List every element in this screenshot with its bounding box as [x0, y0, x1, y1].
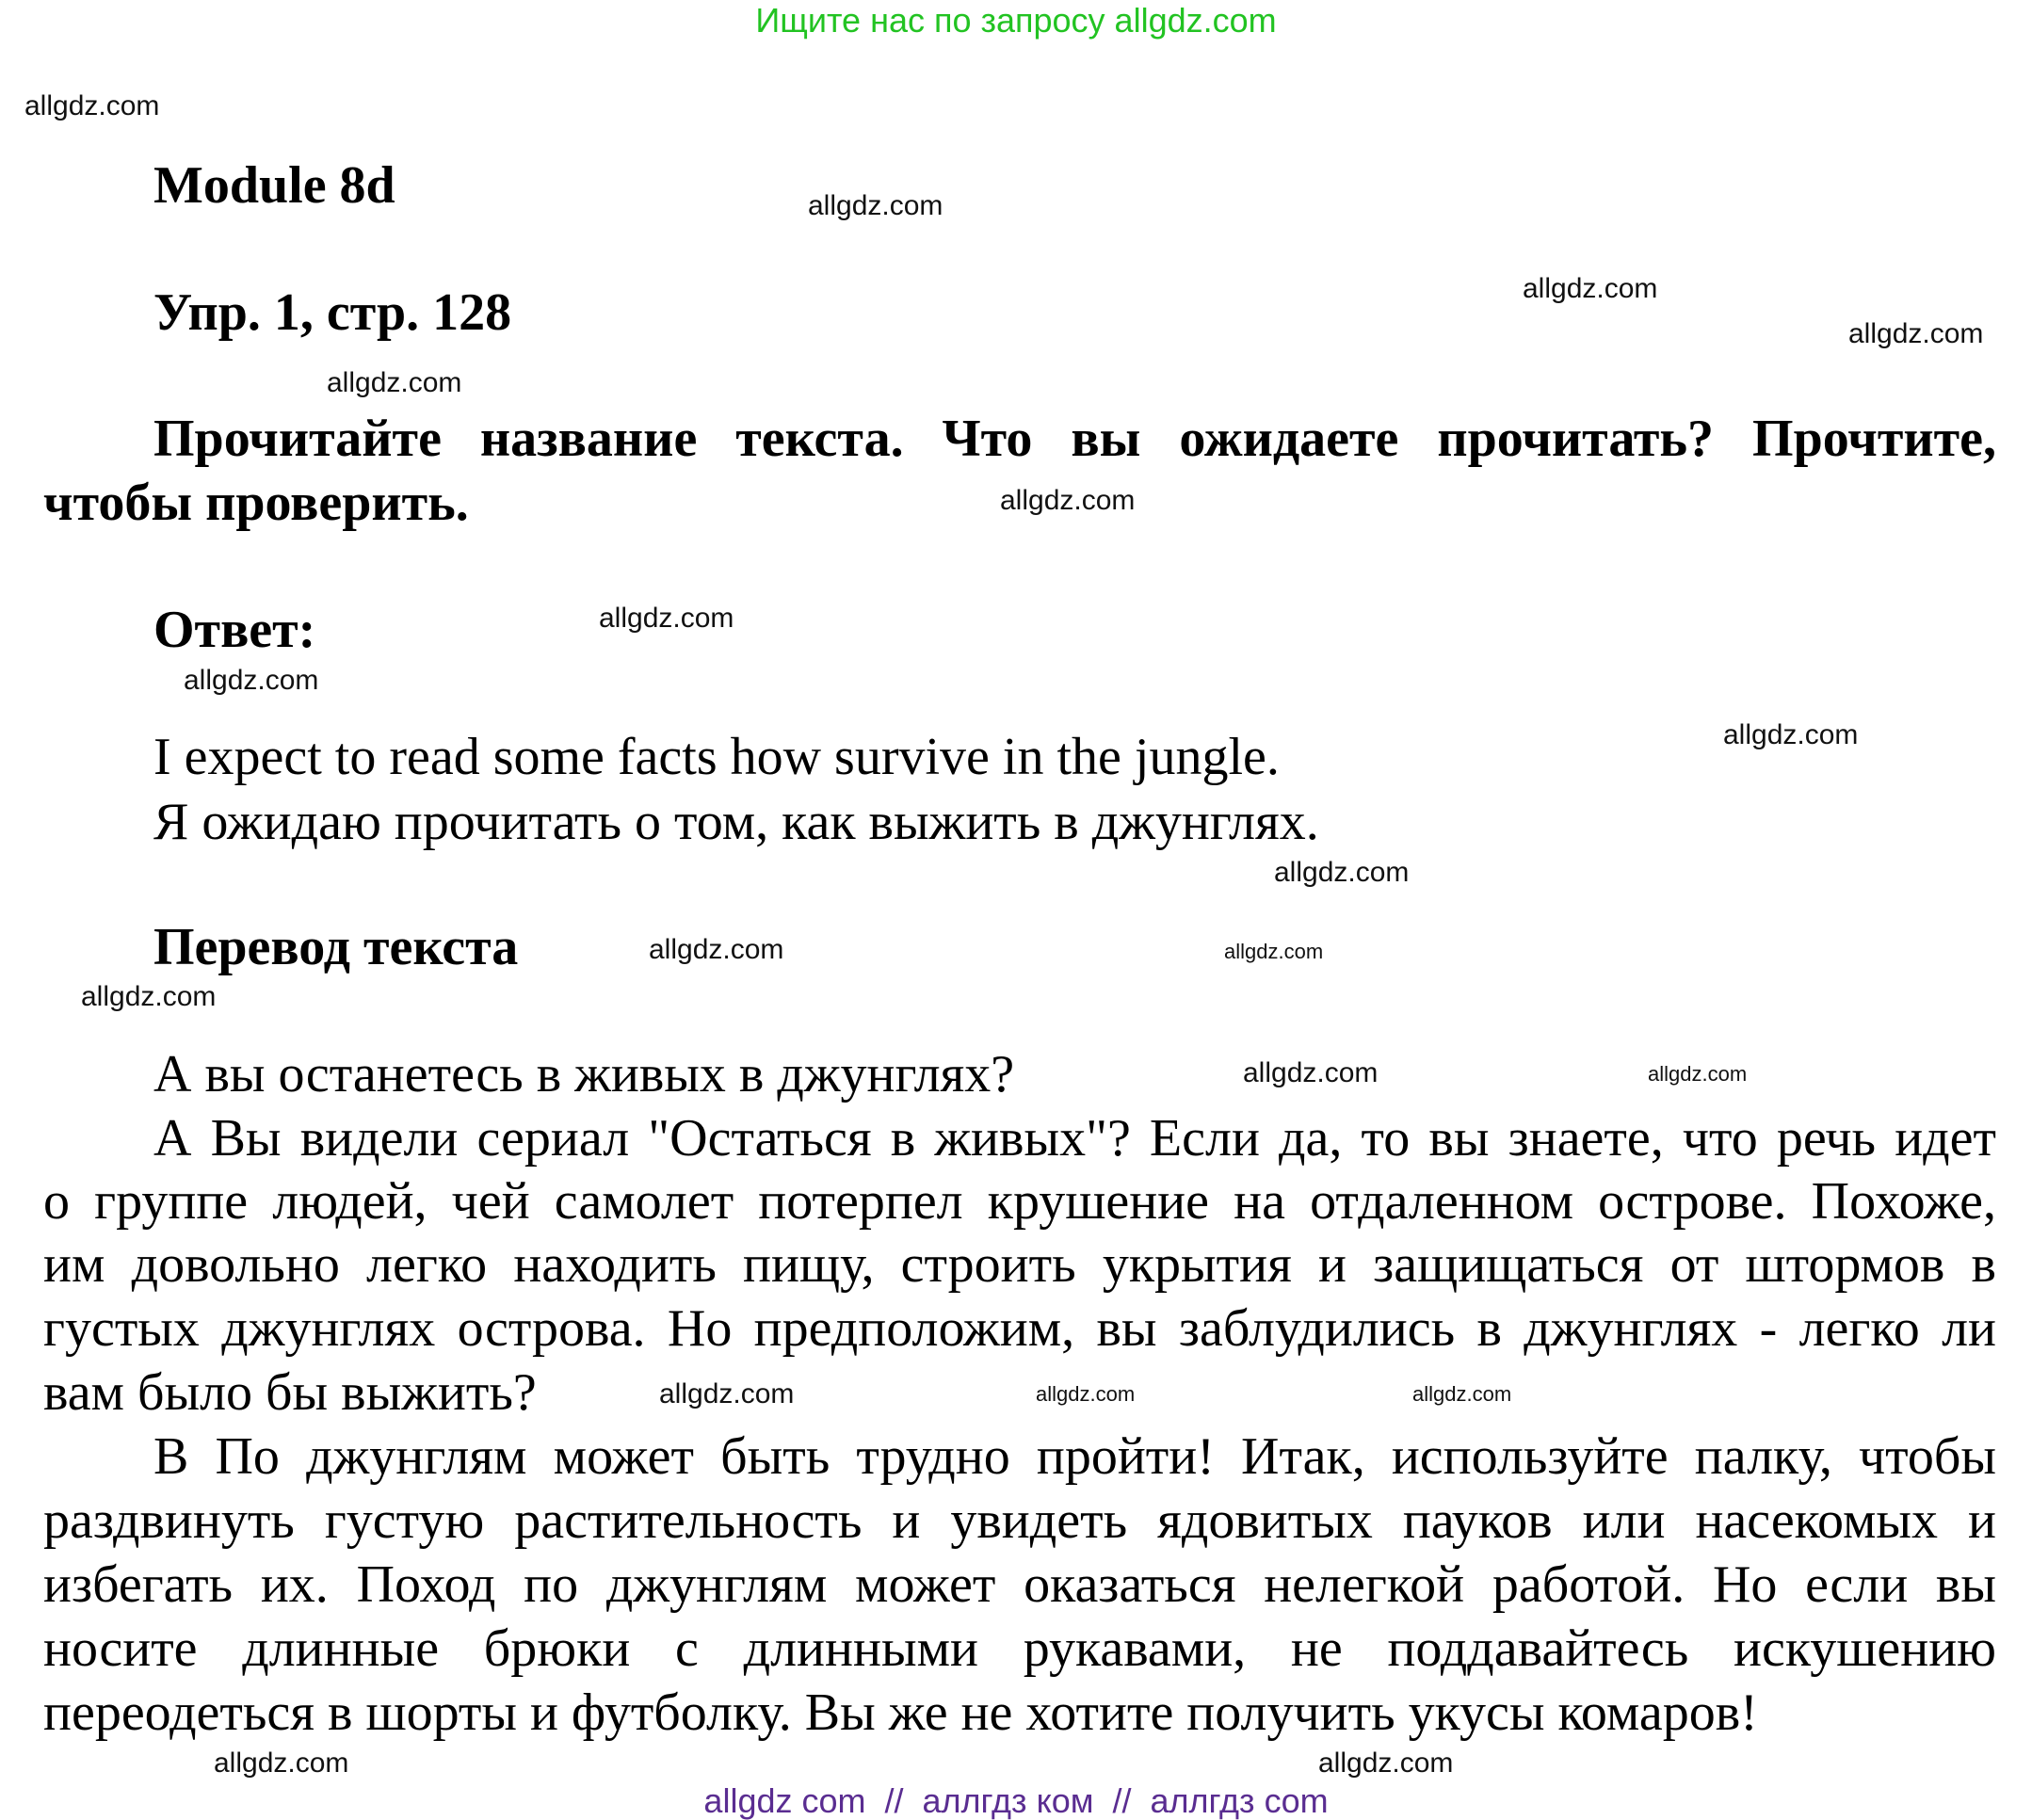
- watermark: allgdz.com: [1224, 940, 1324, 963]
- watermark: allgdz.com: [184, 665, 319, 696]
- watermark: allgdz.com: [327, 367, 462, 398]
- watermark: allgdz.com: [1274, 857, 1410, 888]
- watermark: allgdz.com: [1523, 273, 1658, 304]
- watermark: allgdz.com: [659, 1378, 795, 1409]
- watermark: allgdz.com: [24, 90, 160, 121]
- translation-line: переодеться в шорты и футболку. Вы же не хотите получить укусы комаров!: [43, 1683, 1758, 1742]
- watermark: allgdz.com: [1318, 1748, 1454, 1779]
- task-line-1: Прочитайте название текста. Что вы ожидаете прочитать? Прочтите,: [153, 410, 1996, 468]
- watermark: allgdz.com: [214, 1748, 349, 1779]
- footer-links: allgdz com // аллгдз ком // аллгдз com: [703, 1781, 1329, 1820]
- translation-line: раздвинуть густую растительность и увидеть ядовитых пауков или насекомых и: [43, 1491, 1996, 1550]
- watermark: allgdz.com: [808, 190, 943, 221]
- watermark: allgdz.com: [1000, 485, 1136, 516]
- search-banner: Ищите нас по запросу allgdz.com: [755, 1, 1277, 40]
- watermark: allgdz.com: [81, 981, 217, 1012]
- watermark: allgdz.com: [599, 603, 734, 634]
- watermark: allgdz.com: [1412, 1382, 1512, 1406]
- exercise-title: Упр. 1, стр. 128: [153, 283, 512, 342]
- answer-russian: Я ожидаю прочитать о том, как выжить в джунглях.: [153, 793, 1319, 851]
- translation-title: Перевод текста: [153, 918, 519, 976]
- watermark: allgdz.com: [649, 934, 784, 965]
- watermark: allgdz.com: [1648, 1062, 1748, 1086]
- translation-line: В По джунглям может быть трудно пройти! Итак, используйте палку, чтобы: [153, 1427, 1996, 1486]
- translation-line: А вы останетесь в живых в джунглях?: [153, 1045, 1015, 1103]
- answer-english: I expect to read some facts how survive in the jungle.: [153, 728, 1280, 786]
- module-title: Module 8d: [153, 156, 395, 215]
- watermark: allgdz.com: [1723, 719, 1859, 750]
- translation-line: А Вы видели сериал "Остаться в живых"? Если да, то вы знаете, что речь идет: [153, 1109, 1996, 1168]
- answer-label: Ответ:: [153, 601, 316, 659]
- translation-line: о группе людей, чей самолет потерпел крушение на отдаленном острове. Похоже,: [43, 1172, 1996, 1231]
- translation-line: густых джунглях острова. Но предположим, вы заблудились в джунглях - легко ли: [43, 1299, 1996, 1358]
- watermark: allgdz.com: [1243, 1057, 1379, 1088]
- translation-line: им довольно легко находить пищу, строить укрытия и защищаться от штормов в: [43, 1235, 1996, 1294]
- task-line-2: чтобы проверить.: [43, 474, 469, 532]
- translation-line: носите длинные брюки с длинными рукавами, не поддавайтесь искушению: [43, 1619, 1996, 1678]
- translation-line: избегать их. Поход по джунглям может оказаться нелегкой работой. Но если вы: [43, 1555, 1996, 1614]
- translation-line: вам было бы выжить?: [43, 1363, 537, 1422]
- watermark: allgdz.com: [1036, 1382, 1136, 1406]
- watermark: allgdz.com: [1848, 318, 1984, 349]
